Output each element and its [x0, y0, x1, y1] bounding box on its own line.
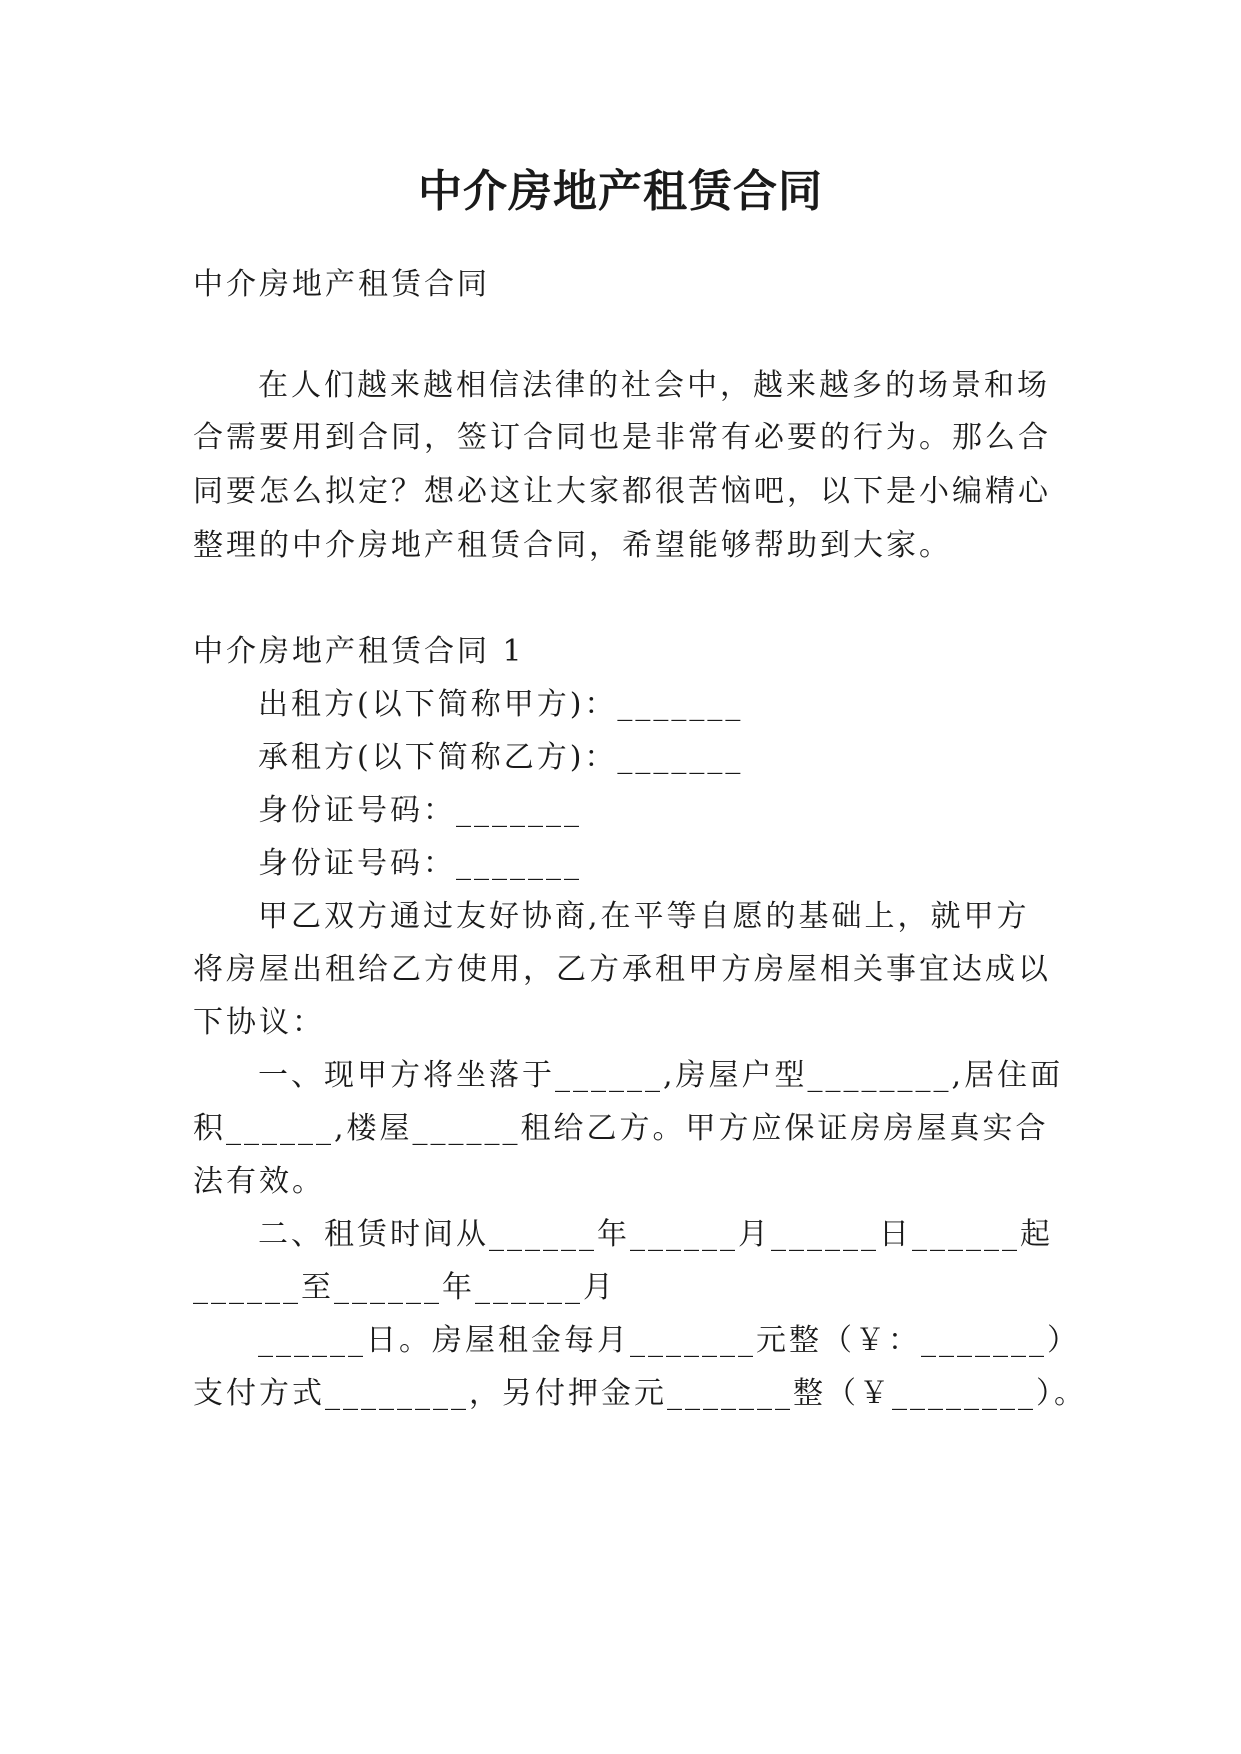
- clause-two-line: ______至______年______月: [193, 1270, 616, 1305]
- intro-line: 同要怎么拟定？想必这让大家都很苦恼吧，以下是小编精心: [193, 474, 1051, 509]
- clause-one-line: 法有效。: [193, 1164, 325, 1199]
- document-title: 中介房地产租赁合同: [418, 166, 823, 217]
- id-number-line: 身份证号码：_______: [258, 846, 582, 881]
- lessor-line: 出租方(以下简称甲方)：_______: [258, 687, 744, 722]
- section-heading: 中介房地产租赁合同 1: [193, 634, 525, 669]
- clause-one-line: 一、现甲方将坐落于______,房屋户型________,居住面: [258, 1058, 1064, 1093]
- id-number-line: 身份证号码：_______: [258, 793, 582, 828]
- clause-two-line: 支付方式________，另付押金元_______整（￥________）。: [193, 1376, 1087, 1411]
- intro-line: 合需要用到合同，签订合同也是非常有必要的行为。那么合: [193, 420, 1051, 455]
- document-subtitle: 中介房地产租赁合同: [193, 267, 490, 302]
- clause-two-line: ______日。房屋租金每月_______元整（￥：_______）: [258, 1323, 1080, 1358]
- agreement-line: 将房屋出租给乙方使用，乙方承租甲方房屋相关事宜达成以: [193, 952, 1051, 987]
- agreement-line: 甲乙双方通过友好协商,在平等自愿的基础上，就甲方: [258, 899, 1030, 934]
- clause-one-line: 积______,楼屋______租给乙方。甲方应保证房房屋真实合: [193, 1111, 1049, 1146]
- intro-line: 整理的中介房地产租赁合同，希望能够帮助到大家。: [193, 528, 952, 563]
- lessee-line: 承租方(以下简称乙方)：_______: [258, 740, 744, 775]
- clause-two-line: 二、租赁时间从______年______月______日______起: [258, 1217, 1053, 1252]
- intro-line: 在人们越来越相信法律的社会中，越来越多的场景和场: [258, 368, 1050, 403]
- agreement-line: 下协议：: [193, 1005, 325, 1040]
